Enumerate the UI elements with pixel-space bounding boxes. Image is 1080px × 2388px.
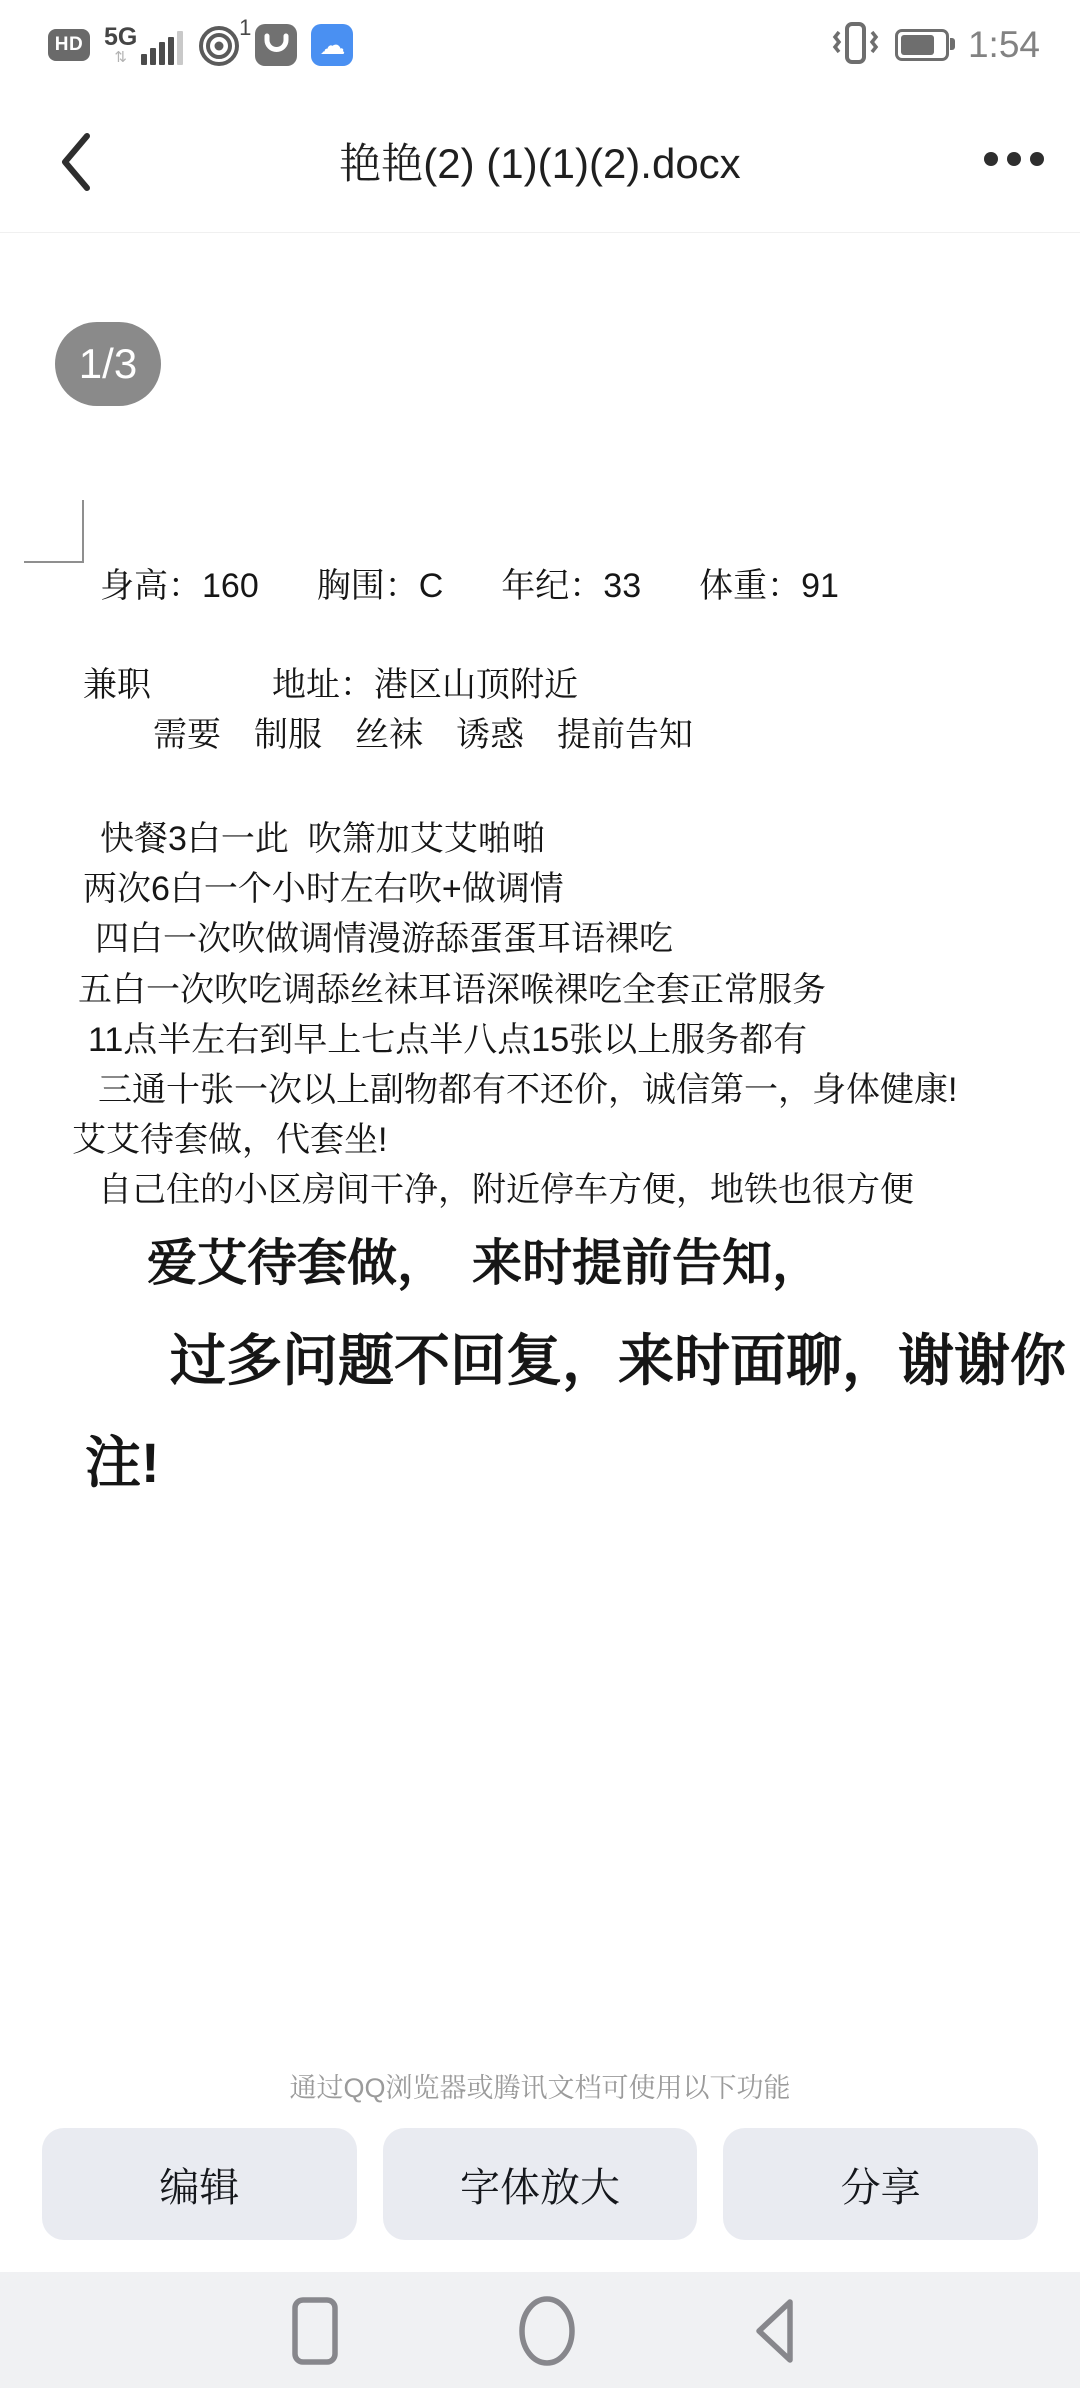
battery-icon — [895, 29, 949, 61]
hotspot-icon — [197, 15, 252, 67]
network-label-group — [104, 25, 137, 65]
clock-time: 1:54 — [967, 24, 1040, 65]
enlarge-font-button[interactable]: 字体放大 — [383, 2128, 698, 2240]
doc-line-text: 五白一次吹吃调舔丝袜耳语深喉裸吃全套正常服务 — [78, 971, 826, 1009]
doc-line-item: 体重：91 — [699, 567, 839, 605]
network-type-label: 5G — [104, 23, 138, 51]
footer-buttons — [0, 2128, 1080, 2240]
status-right-icons — [828, 19, 1040, 72]
title-bar — [0, 90, 1080, 233]
vibrate-icon — [828, 19, 882, 72]
more-menu-button[interactable] — [984, 152, 1044, 166]
hotspot-count: 1 — [239, 15, 252, 40]
doc-line-text: 自己住的小区房间干净，附近停车方便，地铁也很方便 — [98, 1171, 914, 1209]
recents-button[interactable] — [280, 2296, 350, 2366]
doc-line-item: 提前告知 — [557, 716, 693, 754]
recents-square-icon — [280, 2296, 350, 2366]
edit-button[interactable]: 编辑 — [42, 2128, 357, 2240]
doc-line-item: 诱惑 — [456, 716, 524, 754]
share-button[interactable]: 分享 — [723, 2128, 1038, 2240]
doc-line-item: 年纪：33 — [501, 567, 642, 605]
updown-arrows-icon: ⇅ — [114, 49, 127, 66]
doc-line-item: 需要 — [153, 716, 221, 754]
hd-label: HD — [54, 34, 84, 55]
doc-line-pair — [83, 664, 578, 707]
status-left-icons — [48, 15, 353, 67]
signal-bars-icon — [141, 31, 183, 65]
hd-badge-icon — [48, 29, 90, 61]
doc-line-text: 11点半左右到早上七点半八点15张以上服务都有 — [88, 1021, 808, 1059]
doc-line-item: 胸围：C — [316, 567, 444, 605]
doc-line-text: 快餐3白一此 吹箫加艾艾啪啪 — [100, 820, 546, 858]
bag-app-icon — [255, 24, 297, 66]
page-corner-mark — [82, 500, 84, 562]
doc-line-text: 两次6白一个小时左右吹+做调情 — [83, 870, 564, 908]
status-bar — [0, 0, 1080, 90]
doc-line-words — [153, 714, 693, 757]
footer-hint: 通过QQ浏览器或腾讯文档可使用以下功能 — [289, 2073, 791, 2103]
back-nav-button[interactable] — [745, 2296, 815, 2366]
doc-line-text: 四白一次吹做调情漫游舔蛋蛋耳语裸吃 — [95, 920, 673, 958]
doc-line-item: 兼职 — [83, 666, 151, 704]
page-indicator-badge: 1/3 — [55, 322, 161, 406]
doc-line-text: 爱艾待套做， 来时提前告知， — [147, 1235, 822, 1291]
doc-line-text: 艾艾待套做，代套坐! — [72, 1121, 388, 1159]
back-triangle-icon — [745, 2296, 815, 2366]
doc-line-text: 三通十张一次以上副物都有不还价，诚信第一，身体健康! — [98, 1071, 958, 1109]
home-button[interactable] — [512, 2296, 582, 2366]
more-dots-icon — [984, 152, 998, 166]
doc-line-text: 注! — [85, 1431, 160, 1494]
back-button[interactable] — [56, 130, 96, 194]
page-corner-mark — [24, 561, 84, 563]
5g-signal-bars-icon — [104, 25, 183, 65]
doc-line-text: 过多问题不回复，来时面聊，谢谢你 — [170, 1329, 1066, 1392]
doc-line-item: 丝袜 — [355, 716, 423, 754]
doc-line-item: 制服 — [254, 716, 322, 754]
doc-line-stats — [100, 565, 839, 608]
cloud-app-icon: ☁ — [311, 24, 353, 66]
home-circle-icon — [512, 2296, 582, 2366]
doc-line-item: 身高：160 — [100, 567, 259, 605]
chevron-left-icon — [58, 131, 94, 193]
doc-line-item: 地址：港区山顶附近 — [272, 666, 578, 704]
page-title: 艳艳(2) (1)(1)(2).docx — [339, 140, 741, 187]
document-viewer[interactable] — [0, 233, 1080, 2050]
android-nav-bar — [0, 2272, 1080, 2388]
